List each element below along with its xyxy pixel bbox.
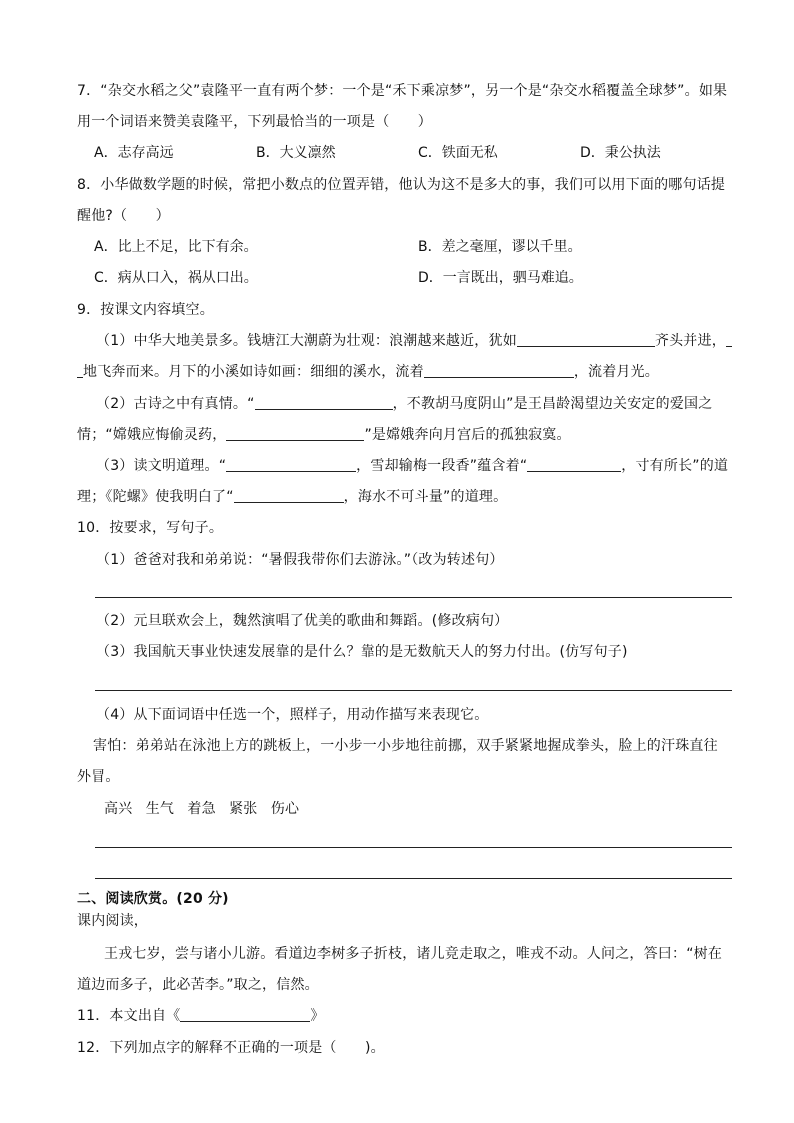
q8-option-d: D．一言既出，驷马难追。 (418, 270, 583, 286)
q10-sub4: （4）从下面词语中任选一个，照样子，用动作描写来表现它。 (96, 707, 489, 723)
q9-blank-6[interactable] (527, 456, 621, 472)
q12: 12．下列加点字的解释不正确的一项是（ )。 (77, 1040, 385, 1056)
q9-p3-text-a: （3）读文明道理。“ (96, 458, 227, 474)
q10-sub1: （1）爸爸对我和弟弟说：“暑假我带你们去游泳。”（改为转述句） (96, 552, 504, 568)
q9-part3-line1 (96, 456, 728, 476)
passage-line2: 道边而多子，此必苦李。”取之，信然。 (77, 977, 319, 993)
section2-subtitle: 课内阅读， (77, 913, 148, 929)
q9-p1-text-d: ，流着月光。 (573, 364, 660, 380)
q9-p3-text-c: ，寸有所长”的道 (621, 458, 729, 474)
q11-text-b: 》 (310, 1008, 325, 1024)
q9-blank-1b[interactable] (726, 331, 732, 347)
q7-line2: 用一个词语来赞美袁隆平，下列最恰当的一项是（ ） (77, 114, 432, 130)
q9-blank-4[interactable] (226, 425, 364, 441)
q9-p3-text-e: ，海水不可斗量”的道理。 (343, 489, 508, 505)
q10-answer-line-1[interactable] (95, 597, 732, 598)
q9-part1-line1 (96, 331, 732, 351)
q9-p2-text-b: ，不教胡马度阴山”是王昌龄渴望边关安定的爱国之 (392, 396, 713, 412)
q8-option-b: B．差之毫厘，谬以千里。 (418, 239, 582, 255)
q9-blank-1[interactable] (517, 331, 655, 347)
q9-blank-2[interactable] (424, 362, 574, 378)
q9-part2-line1 (96, 394, 712, 414)
q11 (77, 1006, 325, 1026)
q9-part3-line2 (77, 487, 507, 507)
q7-option-b: B．大义凛然 (256, 145, 336, 161)
q10-sub2: （2）元旦联欢会上，魏然演唱了优美的歌曲和舞蹈。(修改病句） (96, 613, 509, 629)
q8-line2: 醒他?（ ） (77, 208, 170, 224)
q9-blank-7[interactable] (234, 487, 344, 503)
q10-example-line1: 害怕：弟弟站在泳池上方的跳板上，一小步一小步地往前挪，双手紧紧地握成拳头，脸上的汗珠直往 (93, 738, 718, 754)
q9-p2-text-a: （2）古诗之中有真情。“ (96, 396, 255, 412)
q10-word-list: 高兴 生气 着急 紧张 伤心 (104, 801, 300, 817)
q9-p1-text-c: 地飞奔而来。月下的小溪如诗如画：细细的溪水，流着 (83, 364, 424, 380)
q9-blank-3[interactable] (255, 394, 393, 410)
q9-title: 9．按课文内容填空。 (77, 302, 214, 318)
q9-p3-text-b: ，雪却输梅一段香”蕴含着“ (356, 458, 528, 474)
q7-option-c: C．铁面无私 (418, 145, 498, 161)
q10-title: 10．按要求，写句子。 (77, 520, 224, 536)
q10-answer-line-3[interactable] (95, 847, 732, 848)
q9-part2-line2 (77, 425, 571, 445)
q9-blank-5[interactable] (226, 456, 356, 472)
q7-option-d: D．秉公执法 (580, 145, 661, 161)
q10-answer-line-2[interactable] (95, 690, 732, 691)
q7-line1: 7．“杂交水稻之父”袁隆平一直有两个梦：一个是“禾下乘凉梦”，另一个是“杂交水稻覆盖全球梦”。如果 (77, 83, 728, 99)
q10-sub3: （3）我国航天事业快速发展靠的是什么？靠的是无数航天人的努力付出。(仿写句子) (96, 644, 628, 660)
passage-line1: 王戎七岁，尝与诸小儿游。看道边李树多子折枝，诸儿竞走取之，唯戎不动。人问之，答曰：“树在 (104, 946, 723, 962)
q8-option-a: A．比上不足，比下有余。 (94, 239, 258, 255)
q9-p2-text-c: 情；“嫦娥应悔偷灵药， (77, 427, 227, 443)
q11-text-a: 11．本文出自《 (77, 1008, 181, 1024)
q7-option-a: A．志存高远 (94, 145, 174, 161)
q9-p1-text-b: 齐头并进， (654, 333, 726, 349)
q8-line1: 8．小华做数学题的时候，常把小数点的位置弄错，他认为这不是多大的事，我们可以用下面的哪句话提 (77, 177, 726, 193)
q10-example-line2: 外冒。 (77, 769, 120, 785)
q8-option-c: C．病从口入，祸从口出。 (94, 270, 258, 286)
q9-p1-text-a: （1）中华大地美景多。钱塘江大潮蔚为壮观：浪潮越来越近，犹如 (96, 333, 517, 349)
q10-answer-line-4[interactable] (95, 878, 732, 879)
q11-blank[interactable] (180, 1006, 310, 1022)
q9-p2-text-d: ”是嫦娥奔向月宫后的孤独寂寞。 (364, 427, 571, 443)
q9-part1-line2 (77, 362, 659, 382)
section2-title: 二、阅读欣赏。(20 分) (77, 891, 229, 907)
q9-p3-text-d: 理；《陀螺》使我明白了“ (77, 489, 234, 505)
